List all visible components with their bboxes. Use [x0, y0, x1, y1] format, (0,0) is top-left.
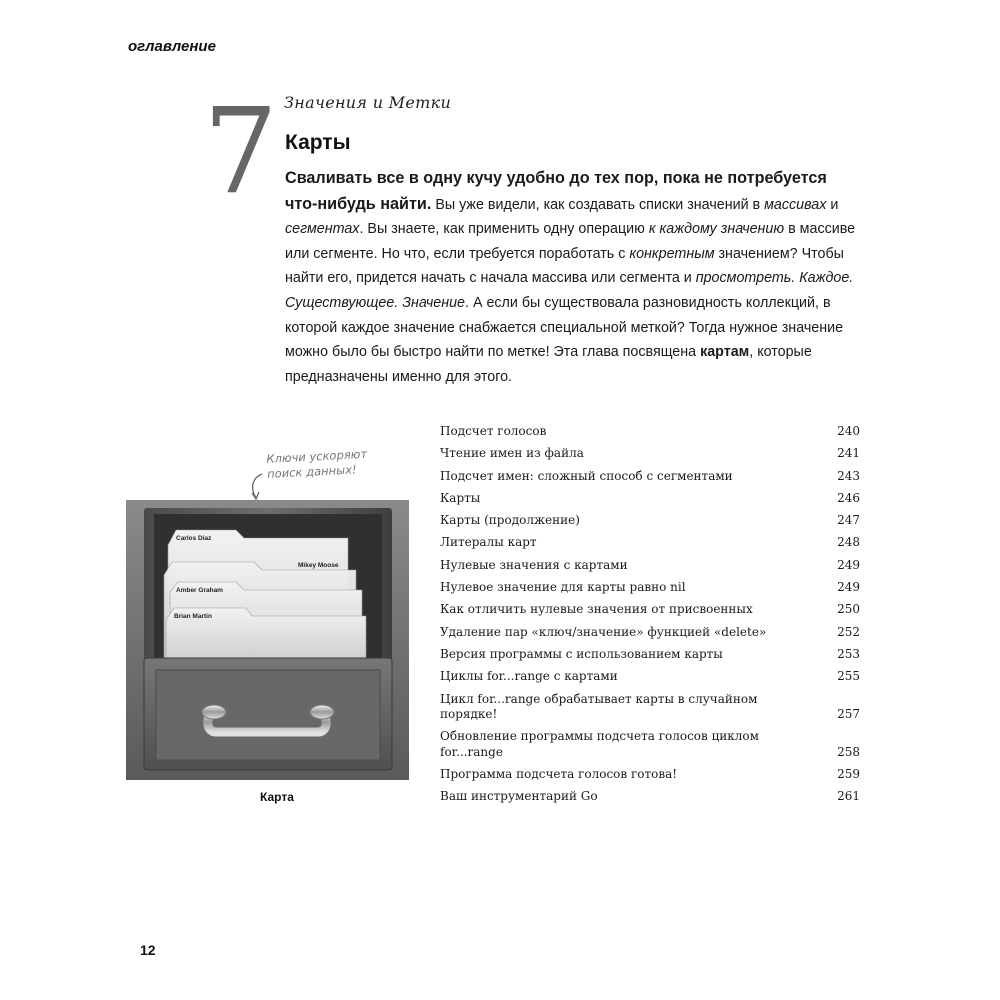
toc-entry[interactable]	[440, 647, 860, 663]
intro-bold: картам	[700, 344, 750, 361]
handwritten-note: Ключи ускоряют поиск данных!	[266, 446, 368, 481]
toc-entry-title: Подсчет голосов	[440, 424, 547, 438]
intro-emphasis: сегментах	[285, 221, 360, 238]
toc-entry-page: 246	[837, 490, 860, 505]
toc-entry[interactable]	[440, 692, 860, 723]
toc-entry-title: Как отличить нулевые значения от присвоенных	[440, 602, 753, 617]
file-drawer-illustration	[126, 500, 409, 780]
toc-entry-page: 255	[837, 669, 860, 684]
toc-entry-title: Программа подсчета голосов готова!	[440, 767, 678, 782]
intro-lead: Сваливать все в одну кучу удобно до тех пор, пока не потребуется что-нибудь найти.	[285, 169, 827, 213]
toc-entry[interactable]	[440, 513, 860, 529]
intro-text: , которые предназначены именно для этого.	[285, 344, 812, 385]
toc-entry-title: Карты	[440, 490, 481, 505]
toc-entry-page: 243	[837, 468, 860, 483]
intro-emphasis: к каждому значению	[648, 221, 785, 238]
chapter-subtitle: Значения и Метки	[284, 93, 452, 112]
intro-emphasis: просмотреть. Каждое. Существующее. Значение	[285, 270, 854, 311]
toc-entry-title: Карты (продолжение)	[440, 513, 580, 528]
toc-entry-page: 248	[837, 535, 860, 550]
toc-entry-title: Подсчет имен: сложный способ с сегментами	[440, 468, 733, 483]
toc-entry-title: Нулевые значения с картами	[440, 557, 628, 572]
running-header: оглавление	[128, 38, 216, 55]
toc-entry-page: 261	[837, 789, 860, 804]
toc-entry[interactable]	[440, 789, 860, 805]
card-label: Carlos Diaz	[176, 535, 212, 542]
intro-text: . А если бы существовала разновидность коллекций, в которой каждое значение снабжается специальной меткой? Тогда нужное значение можно было бы быстро найти по метке! Эта глава посвящена	[285, 294, 844, 361]
toc-entry[interactable]	[440, 424, 860, 440]
intro-text: и	[826, 196, 839, 213]
toc-entry[interactable]	[440, 580, 860, 596]
toc-entry-page: 240	[837, 424, 860, 438]
card-label: Mikey Moose	[298, 562, 339, 569]
toc-entry[interactable]	[440, 767, 860, 783]
chapter-intro	[285, 166, 863, 389]
note-arrow-icon	[246, 470, 268, 502]
card-label: Amber Graham	[176, 587, 223, 594]
toc-entry-page: 250	[837, 602, 860, 617]
table-of-contents	[440, 424, 860, 812]
toc-entry-title: Литералы карт	[440, 535, 537, 550]
toc-entry-title: Чтение имен из файла	[440, 446, 584, 461]
toc-entry[interactable]	[440, 491, 860, 507]
toc-entry-page: 258	[837, 744, 860, 759]
intro-text: значением? Чтобы найти его, придется начать с начала массива или сегмента и	[285, 245, 844, 287]
chapter-title: Карты	[285, 131, 351, 154]
toc-entry[interactable]	[440, 625, 860, 641]
toc-entry[interactable]	[440, 669, 860, 685]
toc-entry-title: Циклы for...range с картами	[440, 669, 618, 684]
file-cabinet-image	[126, 500, 409, 780]
toc-entry[interactable]	[440, 729, 860, 760]
chapter-number: 7	[203, 82, 279, 220]
toc-entry-page: 252	[837, 624, 860, 639]
toc-entry-title: Цикл for...range обрабатывает карты в случайном порядке!	[440, 691, 758, 722]
toc-entry-title: Обновление программы подсчета голосов циклом for...range	[440, 729, 759, 759]
image-caption: Карта	[260, 790, 294, 804]
toc-entry-page: 241	[837, 446, 860, 461]
toc-entry[interactable]	[440, 469, 860, 485]
card-label: Brian Martin	[174, 613, 212, 620]
toc-entry[interactable]	[440, 535, 860, 551]
toc-entry-title: Удаление пар «ключ/значение» функцией «delete»	[440, 624, 767, 639]
intro-text: . Вы знаете, как применить одну операцию	[359, 221, 649, 238]
toc-entry-page: 249	[837, 557, 860, 572]
toc-entry-page: 259	[837, 767, 860, 782]
toc-entry-page: 257	[837, 707, 860, 722]
page-number: 12	[140, 942, 156, 958]
toc-entry-page: 249	[837, 580, 860, 595]
intro-emphasis: массивах	[764, 196, 827, 213]
toc-entry[interactable]	[440, 446, 860, 462]
toc-entry[interactable]	[440, 602, 860, 618]
toc-entry-title: Нулевое значение для карты равно nil	[440, 580, 686, 595]
toc-entry-page: 253	[837, 646, 860, 661]
toc-entry[interactable]	[440, 558, 860, 574]
toc-entry-title: Ваш инструментарий Go	[440, 789, 598, 804]
intro-emphasis: конкретным	[629, 245, 715, 262]
intro-text: в массиве или сегменте. Но что, если требуется поработать с	[285, 221, 856, 262]
toc-entry-page: 247	[837, 513, 860, 528]
intro-text: Вы уже видели, как создавать списки значений в	[431, 196, 765, 213]
toc-entry-title: Версия программы с использованием карты	[440, 646, 723, 661]
